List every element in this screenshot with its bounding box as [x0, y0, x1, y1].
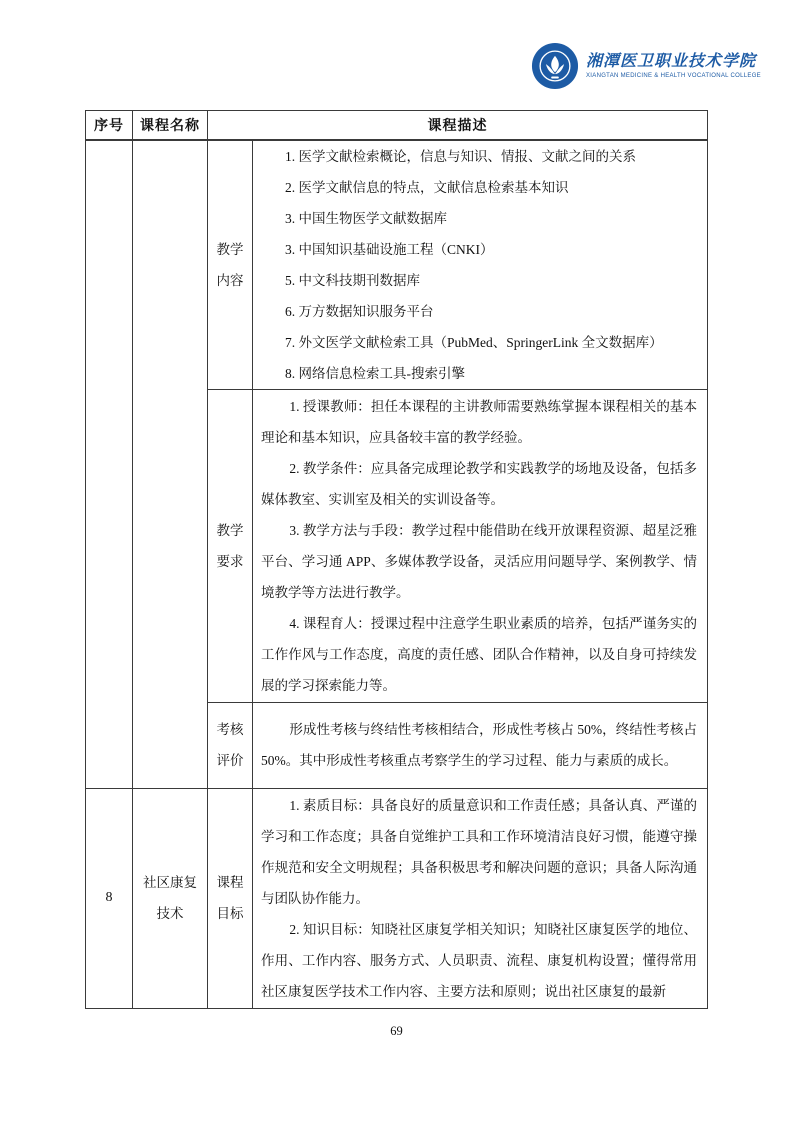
- label-line: 评价: [216, 753, 244, 768]
- content-paragraph: 3. 教学方法与手段：教学过程中能借助在线开放课程资源、超星泛雅平台、学习通 APP、多媒体教学设备，灵活应用问题导学、案例教学、情境教学等方法进行教学。: [261, 522, 697, 600]
- content-paragraph: 2. 教学条件：应具备完成理论教学和实践教学的场地及设备，包括多媒体教室、实训室及相关的实训设备等。: [261, 460, 697, 507]
- course-name-cell-continued: [133, 140, 208, 789]
- college-logo: [531, 42, 761, 90]
- content-paragraph: 形成性考核与终结性考核相结合，形成性考核占 50%，终结性考核占 50%。其中形成性考核重点考察学生的学习过程、能力与素质的成长。: [261, 722, 697, 768]
- column-header-course-description: 课程描述: [208, 111, 708, 140]
- content-item: 2. 医学文献信息的特点，文献信息检索基本知识: [285, 179, 569, 195]
- course-name-cell-8: [133, 788, 208, 1008]
- table-row: [86, 788, 708, 1008]
- assessment-cell: [253, 702, 708, 788]
- table-header-row: [86, 111, 708, 140]
- content-item: 3. 中国生物医学文献数据库: [285, 210, 447, 226]
- content-paragraph: 1. 素质目标：具备良好的质量意识和工作责任感；具备认真、严谨的学习和工作态度；具备自觉维护工具和工作环境清洁良好习惯，能遵守操作规范和安全文明规程；具备积极思考和解决问题的意识；具备人际沟通与团队协作能力。: [261, 797, 697, 906]
- college-emblem-icon: [531, 42, 579, 90]
- content-item: 3. 中国知识基础设施工程（CNKI）: [285, 241, 494, 257]
- label-line: 课程: [216, 875, 244, 890]
- content-paragraph: 1. 授课教师：担任本课程的主讲教师需要熟练掌握本课程相关的基本理论和基本知识，应具备较丰富的教学经验。: [261, 398, 697, 445]
- content-item: 6. 万方数据知识服务平台: [285, 303, 434, 319]
- content-paragraph: 2. 知识目标：知晓社区康复学相关知识；知晓社区康复医学的地位、作用、工作内容、服务方式、人员职责、流程、康复机构设置；懂得常用社区康复医学技术工作内容、主要方法和原则；说出社区康复的最新: [261, 921, 697, 999]
- column-header-course-name: 课程名称: [133, 111, 208, 140]
- college-name-en: XIANGTAN MEDICINE & HEALTH VOCATIONAL COLLEGE: [586, 73, 761, 79]
- label-line: 内容: [216, 272, 244, 288]
- content-paragraph: 4. 课程育人：授课过程中注意学生职业素质的培养，包括严谨务实的工作作风与工作态度，高度的责任感、团队合作精神，以及自身可持续发展的学习探索能力等。: [261, 615, 697, 693]
- section-label-assessment: [208, 702, 253, 788]
- page-number: 69: [390, 1024, 403, 1038]
- section-label-course-objectives: [208, 788, 253, 1008]
- seq-cell-8: 8: [86, 788, 133, 1008]
- content-item: 8. 网络信息检索工具-搜索引擎: [285, 365, 465, 381]
- content-item: 7. 外文医学文献检索工具（PubMed、SpringerLink 全文数据库）: [285, 334, 663, 350]
- course-name-line: 技术: [156, 906, 184, 921]
- column-header-seq: 序号: [86, 111, 133, 140]
- seq-cell-continued: [86, 140, 133, 789]
- label-line: 要求: [216, 553, 244, 569]
- label-line: 教学: [216, 241, 244, 257]
- table-row: [86, 140, 708, 390]
- section-label-teaching-content: [208, 140, 253, 390]
- college-name-zh: 湘潭医卫职业技术学院: [586, 53, 757, 70]
- label-line: 目标: [216, 906, 244, 921]
- content-item: 5. 中文科技期刊数据库: [285, 272, 420, 288]
- label-line: 教学: [216, 522, 244, 538]
- label-line: 考核: [216, 722, 244, 737]
- course-description-table: [85, 110, 708, 1009]
- content-item: 1. 医学文献检索概论，信息与知识、情报、文献之间的关系: [285, 148, 636, 164]
- course-objectives-cell: [253, 788, 708, 1008]
- teaching-requirements-cell: [253, 389, 708, 702]
- course-name-line: 社区康复: [143, 875, 197, 890]
- teaching-content-cell: [253, 140, 708, 390]
- section-label-teaching-requirements: [208, 389, 253, 702]
